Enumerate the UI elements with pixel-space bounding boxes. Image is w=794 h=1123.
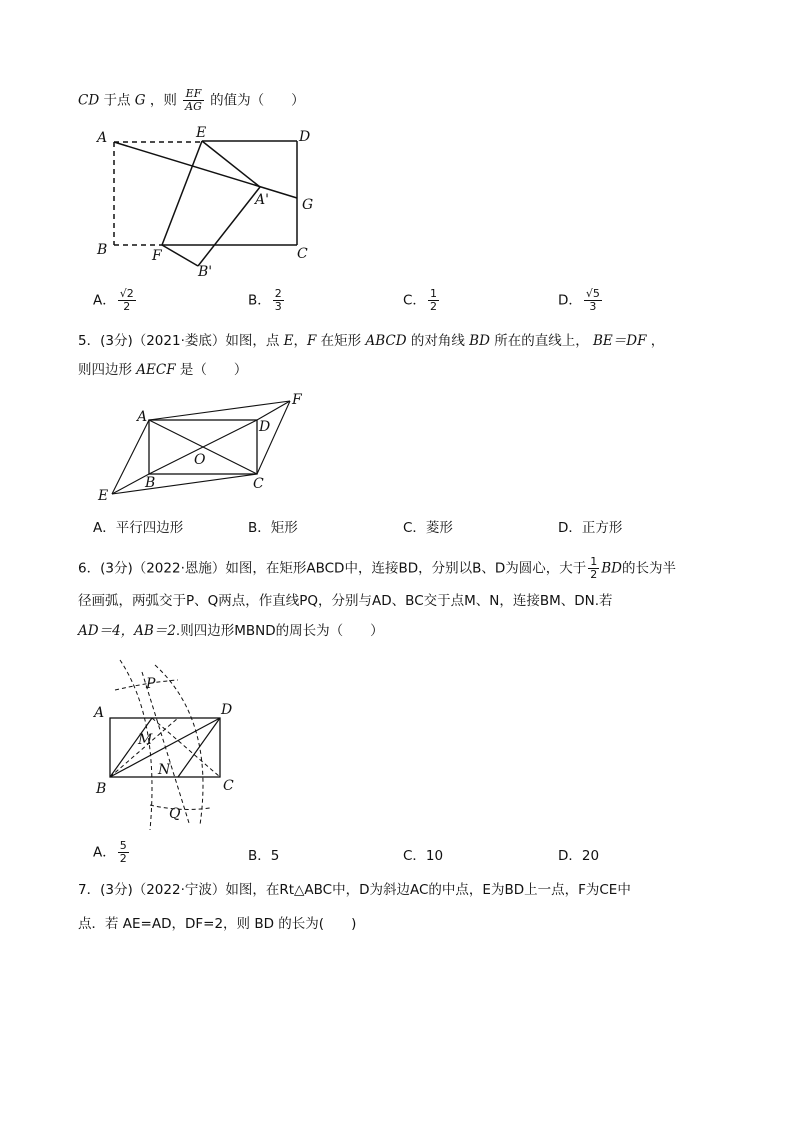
q4-choice-a-den: 2 [123,300,131,313]
q5-text-aecf: AECF [136,362,176,378]
q4-label-bp: B' [198,264,213,280]
q4-stem-cd: CD [78,92,100,109]
q5-choice-a[interactable]: A．平行四边形 [93,520,184,536]
q4-choice-c-den: 2 [429,300,437,313]
q6-label-q: Q [169,806,181,822]
q6-label-c: C [223,778,234,794]
q4-choice-a-letter: A． [93,292,116,309]
q4-label-c: C [297,246,308,262]
q6-choice-a-den: 2 [119,852,127,865]
q4-choice-c-letter: C． [403,292,426,309]
q4-frac-den: AG [185,100,202,113]
q4-stem-text3: 的值为（ ） [205,92,305,109]
q6-text-bd: BD [601,560,623,577]
q6-frac-den: 2 [590,568,598,581]
q5-label-c: C [253,476,264,492]
q5-text-in-rect: 在矩形 [316,333,366,349]
q5-label-e: E [98,488,109,504]
q5-text-quad: 则四边形 [78,362,137,378]
q4-stem-g: G [134,92,146,109]
q5-text-abcd: ABCD [365,333,407,349]
q4-choice-b-letter: B． [248,292,271,309]
q4-choice-b-num: 2 [274,287,282,300]
q5-text-bd: BD [469,333,490,349]
q4-label-a: A [97,130,108,146]
q6-label-d: D [221,702,233,718]
q5-label-o: O [194,452,206,468]
q6-line-dn [178,718,220,777]
q7-stem-line1: 7．(3分)（2022·宁波）如图，在Rt△ABC中，D为斜边AC的中点，E为BD上一点，F为CE中 [78,882,631,898]
q6-choice-a[interactable] [93,840,131,865]
q5-text-a: 5．(3分)（2021·娄底）如图，点 [78,333,284,349]
q5-text-comma: ， [646,333,665,349]
q6-text-given: AD＝4，AB＝2 [78,623,176,639]
q4-stem-text2: ，则 [145,92,182,109]
q4-label-e: E [196,125,207,141]
q6-text-a: 6．(3分)（2022·恩施）如图，在矩形ABCD中，连接BD，分别以B、D为圆心，大于 [78,560,587,577]
q6-text-ask: .则四边形MBND的周长为（ ） [175,623,384,639]
q4-choice-c-num: 1 [429,287,437,300]
q5-choice-c[interactable]: C．菱形 [403,520,453,536]
q4-choice-a-num: √2 [119,287,134,300]
q5-text-be-df: BE＝DF [593,333,647,349]
q4-choice-d-letter: D． [558,292,582,309]
q4-stem-text: 于点 [99,92,135,109]
q4-choice-d-den: 3 [589,300,597,313]
q5-text-f: F [307,333,317,349]
q6-stem-line2: 径画弧，两弧交于P、Q两点，作直线PQ，分别与AD、BC交于点M、N，连接BM、DN.若 [78,593,613,609]
q6-choice-a-letter: A． [93,844,116,861]
q5-text-e: E [283,333,294,349]
q5-choice-b[interactable]: B．矩形 [248,520,298,536]
q5-choice-d[interactable]: D．正方形 [558,520,623,536]
q4-frac-num: EF [183,88,204,101]
q4-label-g: G [302,197,314,213]
q6-choice-a-frac [118,840,129,865]
q5-label-f: F [292,392,302,408]
q6-text-c: 的长为半 [622,560,677,577]
q5-label-b: B [145,475,156,491]
q6-label-p: P [146,676,156,692]
q4-label-b: B [97,242,108,258]
q6-label-m: M [138,732,153,748]
q5-text-is: 是（ ） [175,362,248,378]
q5-text-line: 所在的直线上， [489,333,593,349]
q4-choice-b-den: 3 [274,300,282,313]
q6-label-b: B [96,781,107,797]
q4-label-d: D [299,129,311,145]
q5-text-c: ， [293,333,308,349]
q5-label-d: D [259,419,271,435]
q5-text-diag: 的对角线 [406,333,470,349]
q6-label-n: N [158,762,171,778]
q6-label-a: A [94,705,105,721]
q6-choice-a-num: 5 [119,839,127,852]
q6-frac-num: 1 [590,555,598,568]
q4-label-f: F [152,248,162,264]
q6-choice-b[interactable]: B．5 [248,848,280,864]
q6-choice-d[interactable]: D．20 [558,848,600,864]
q4-choice-d-num: √5 [585,287,600,300]
q4-label-ap: A' [255,192,269,208]
q6-arc-right [155,665,203,825]
q7-stem-line2: 点．若 AE=AD，DF=2，则 BD 的长为( ) [78,916,357,932]
q5-label-a: A [137,409,148,425]
q6-choice-c[interactable]: C．10 [403,848,444,864]
